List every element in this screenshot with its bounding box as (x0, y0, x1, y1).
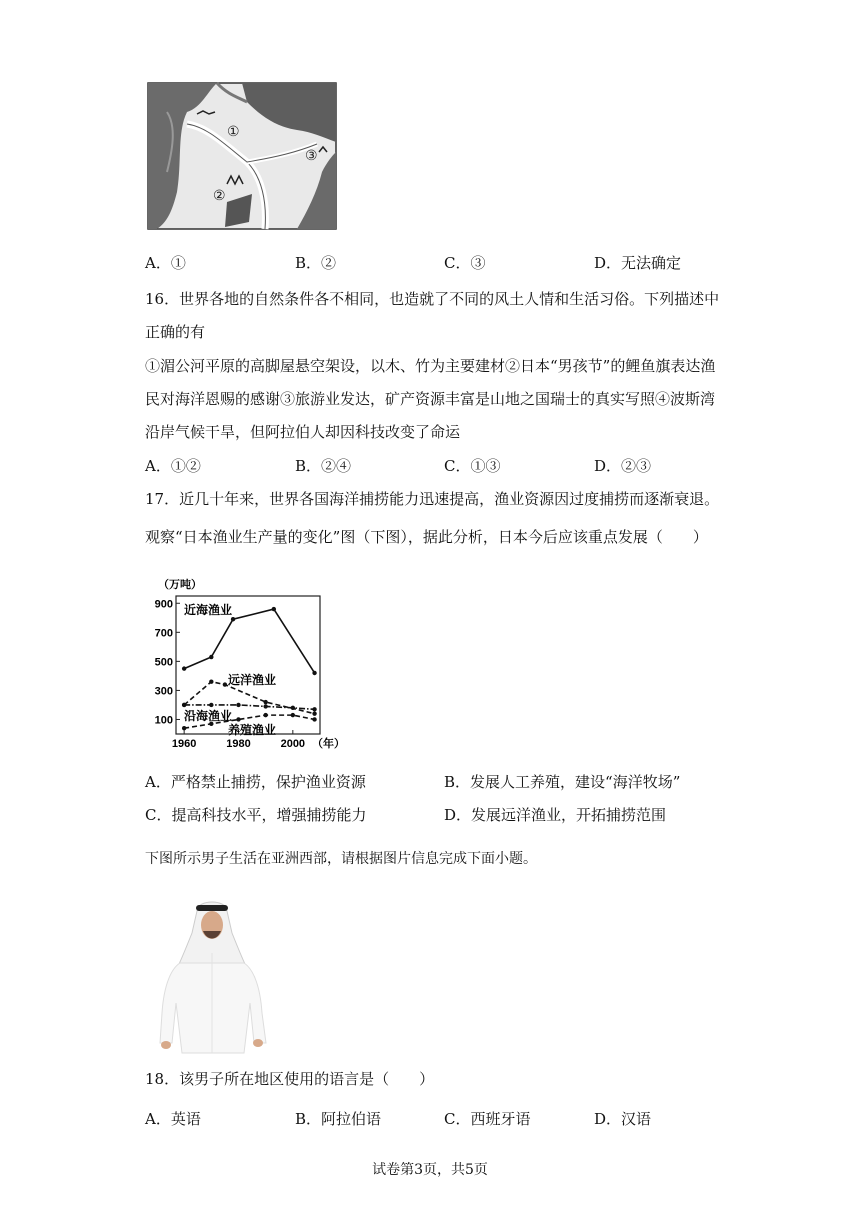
data-point (312, 707, 316, 711)
map-label-2: ② (213, 188, 226, 204)
y-tick-label: 100 (154, 714, 173, 727)
data-point (209, 703, 213, 707)
data-point (236, 703, 240, 707)
series-label: 养殖渔业 (228, 723, 277, 737)
q17-option-a[interactable]: A．严格禁止捕捞，保护渔业资源 (145, 773, 366, 791)
q17-option-d[interactable]: D．发展远洋渔业，开拓捕捞范围 (444, 806, 667, 824)
series-label: 远洋渔业 (228, 673, 277, 687)
series-label: 近海渔业 (184, 603, 233, 617)
data-point (291, 706, 295, 710)
q15-option-b[interactable]: B．② (295, 254, 337, 272)
data-point (231, 617, 235, 621)
data-point (209, 680, 213, 684)
data-point (182, 726, 186, 730)
data-point (291, 713, 295, 717)
q18-intro: 下图所示男子生活在亚洲西部，请根据图片信息完成下面小题。 (145, 851, 537, 867)
q16-line-4: 民对海洋恩赐的感谢③旅游业发达，矿产资源丰富是山地之国瑞士的真实写照④波斯湾 (145, 390, 716, 408)
map-label-1: ① (227, 124, 240, 140)
q17-option-b[interactable]: B．发展人工养殖，建设“海洋牧场” (444, 773, 681, 791)
series-line (184, 609, 314, 673)
q15-option-a[interactable]: A．① (145, 254, 186, 272)
data-point (263, 704, 267, 708)
data-point (236, 717, 240, 721)
q16-line-3: ①湄公河平原的高脚屋悬空架设，以木、竹为主要建材②日本“男孩节”的鲤鱼旗表达渔 (145, 357, 716, 375)
y-tick-label: 300 (154, 685, 173, 698)
data-point (312, 717, 316, 721)
y-tick-label: 900 (154, 598, 173, 611)
data-point (312, 671, 316, 675)
data-point (312, 711, 316, 715)
q16-option-d[interactable]: D．②③ (594, 457, 652, 475)
page-footer: 试卷第3页，共5页 (372, 1162, 488, 1178)
y-axis-label: （万吨） (158, 578, 202, 591)
valley-map-figure (147, 82, 337, 230)
x-tick-label: 1980 (226, 738, 251, 750)
q18-option-b[interactable]: B．阿拉伯语 (295, 1110, 382, 1128)
q18-option-c[interactable]: C．西班牙语 (444, 1110, 531, 1128)
q17-line-1: 17．近几十年来，世界各国海洋捕捞能力迅速提高，渔业资源因过度捕捞而逐渐衰退。 (145, 490, 720, 508)
q16-option-c[interactable]: C．①③ (444, 457, 501, 475)
q18-stem: 18．该男子所在地区使用的语言是（ ） (145, 1070, 435, 1088)
data-point (182, 666, 186, 670)
data-point (209, 655, 213, 659)
data-point (263, 713, 267, 717)
q16-line-5: 沿岸气候干旱，但阿拉伯人却因科技改变了命运 (145, 423, 461, 441)
q18-option-d[interactable]: D．汉语 (594, 1110, 652, 1128)
q15-option-c[interactable]: C．③ (444, 254, 486, 272)
q16-line-2: 正确的有 (145, 323, 206, 341)
arab-man-photo (152, 893, 272, 1053)
data-point (223, 682, 227, 686)
q18-option-a[interactable]: A．英语 (145, 1110, 201, 1128)
series-label: 沿海渔业 (184, 709, 233, 723)
q16-option-a[interactable]: A．①② (145, 457, 201, 475)
data-point (263, 700, 267, 704)
q15-option-d[interactable]: D．无法确定 (594, 254, 682, 272)
q16-line-1: 16．世界各地的自然条件各不相同，也造就了不同的风土人情和生活习俗。下列描述中 (145, 290, 720, 308)
data-point (272, 607, 276, 611)
fishery-chart (140, 574, 345, 754)
q16-option-b[interactable]: B．②④ (295, 457, 352, 475)
y-tick-label: 500 (154, 656, 173, 669)
q17-line-2: 观察“日本渔业生产量的变化”图（下图），据此分析，日本今后应该重点发展（ ） (145, 528, 708, 546)
x-axis-unit: （年） (312, 737, 345, 750)
data-point (182, 703, 186, 707)
y-tick-label: 700 (154, 627, 173, 640)
q17-option-c[interactable]: C．提高科技水平，增强捕捞能力 (145, 806, 367, 824)
x-tick-label: 1960 (171, 738, 197, 750)
x-tick-label: 2000 (280, 738, 306, 750)
map-label-3: ③ (305, 148, 318, 164)
